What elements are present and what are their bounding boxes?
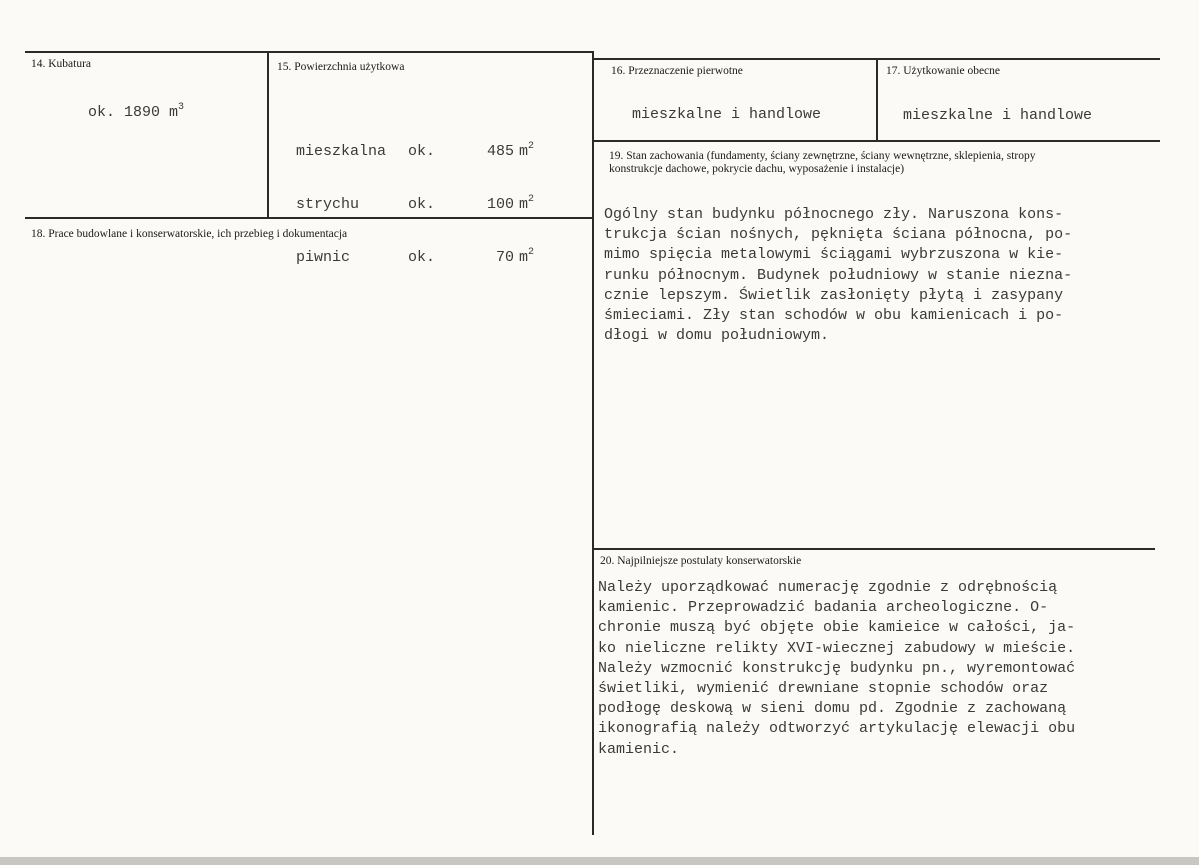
postulaty-line: ko nieliczne relikty XVI-wiecznej zabudowy w mieście.: [598, 639, 1076, 657]
przeznaczenie-label: 16. Przeznaczenie pierwotne: [611, 65, 743, 77]
przeznaczenie-value: mieszkalne i handlowe: [632, 106, 822, 123]
postulaty-line: Należy uporządkować numerację zgodnie z odrębnością: [598, 579, 1058, 596]
postulaty-line: Należy wzmocnić konstrukcję budynku pn., wyremontować: [598, 659, 1076, 677]
prace-label: 18. Prace budowlane i konserwatorskie, ich przebieg i dokumentacja: [31, 228, 348, 240]
area-row-strychu: strychu ok. 100 m2: [296, 194, 535, 213]
rule-v-14-15: [267, 51, 269, 217]
stan-line: cznie lepszym. Świetlik zasłonięty płytą i zasypany: [604, 286, 1064, 304]
rule-v-16-17: [876, 58, 878, 140]
powierzchnia-label: 15. Powierzchnia użytkowa: [277, 61, 405, 73]
area-row-piwnic: piwnic ok. 70 m2: [296, 247, 535, 266]
kubatura-amount: ok. 1890 m: [88, 104, 179, 121]
stan-line: Ogólny stan budynku północnego zły. Naruszona kons-: [604, 206, 1064, 223]
kubatura-label: 14. Kubatura: [31, 58, 92, 70]
postulaty-line: chronie muszą być objęte obie kamieice w całości, ja-: [598, 619, 1076, 637]
rule-v-main: [592, 51, 594, 835]
area-row-mieszkalna: mieszkalna ok. 485 m2: [296, 141, 535, 160]
kubatura-value: [88, 102, 184, 121]
stan-line: trukcja ścian nośnych, pęknięta ściana północna, po-: [604, 226, 1073, 244]
powierzchnia-rows: [296, 103, 534, 296]
stan-label-line2: konstrukcje dachowe, pokrycie dachu, wyposażenie i instalacje): [609, 163, 905, 175]
postulaty-text: [598, 578, 1075, 760]
stan-line: śmieciami. Zły stan schodów w obu kamienicach i po-: [604, 307, 1064, 325]
stan-text: [604, 205, 1072, 346]
uzytkowanie-label: 17. Użytkowanie obecne: [886, 65, 1001, 77]
rule-h-19-20: [593, 548, 1155, 550]
postulaty-line: ikonografią należy odtworzyć artykulację elewacji obu: [598, 720, 1076, 738]
postulaty-line: podłogę deskową w sieni domu pd. Zgodnie z zachowaną: [598, 700, 1067, 718]
postulaty-line: świetliki, wymienić drewniane stopnie schodów oraz: [598, 680, 1049, 698]
uzytkowanie-value: mieszkalne i handlowe: [903, 107, 1093, 124]
postulaty-line: kamienic. Przeprowadzić badania archeologiczne. O-: [598, 599, 1049, 617]
stan-label-line1: 19. Stan zachowania (fundamenty, ściany zewnętrzne, ściany wewnętrzne, sklepienia, stropy: [609, 150, 1036, 162]
rule-top-left: [25, 51, 593, 53]
postulaty-label: 20. Najpilniejsze postulaty konserwatorskie: [600, 555, 802, 567]
stan-line: dłogi w domu południowym.: [604, 327, 830, 345]
kubatura-power: 3: [178, 102, 185, 113]
rule-h-16-19: [593, 140, 1160, 142]
stan-line: runku północnym. Budynek południowy w stanie niezna-: [604, 266, 1073, 284]
stan-line: mimo spięcia metalowymi ściągami wybrzuszona w kie-: [604, 246, 1064, 264]
postulaty-line: kamienic.: [598, 740, 680, 758]
scan-edge: [0, 857, 1199, 865]
